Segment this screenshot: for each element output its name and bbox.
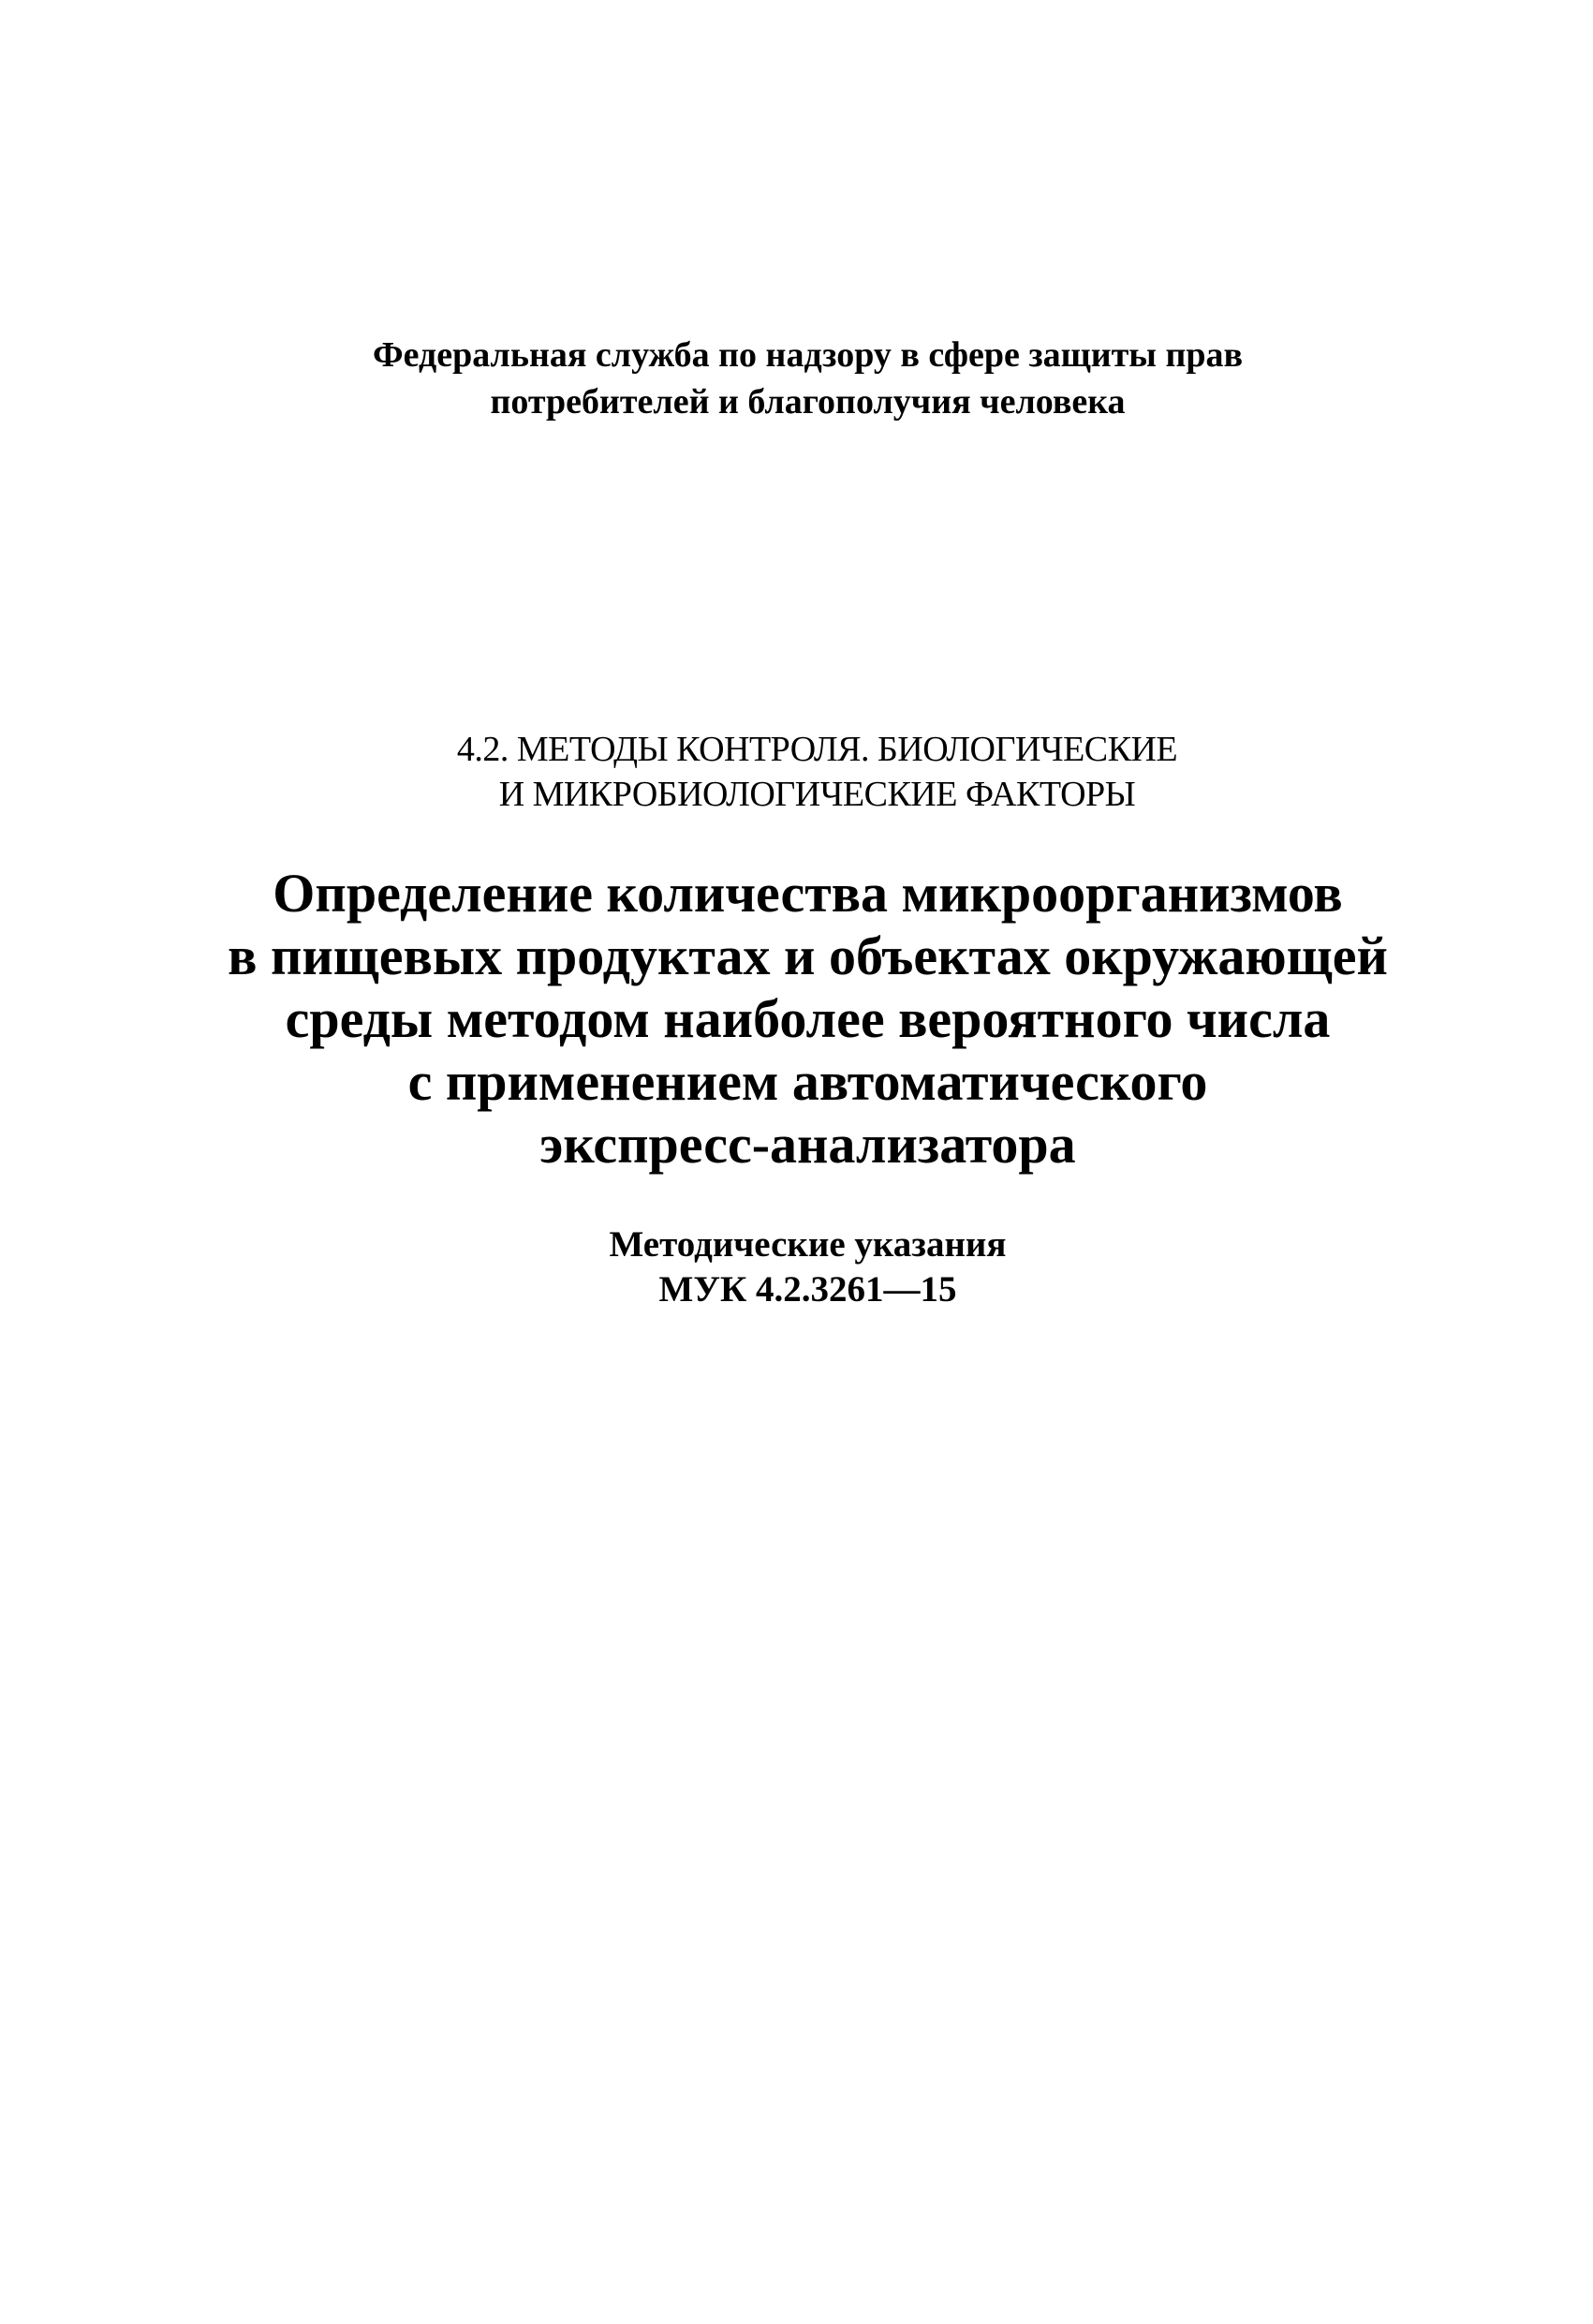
document-title-line-3: среды методом наиболее вероятного числа (285, 988, 1331, 1049)
section-heading-line-2: И МИКРОБИОЛОГИЧЕСКИЕ ФАКТОРЫ (498, 775, 1136, 814)
agency-name (11, 332, 1593, 425)
document-code: МУК 4.2.3261—15 (658, 1269, 957, 1310)
agency-name-line-2: потребителей и благополучия человека (490, 382, 1126, 422)
document-title-line-4: с применением автоматического (407, 1051, 1208, 1112)
section-heading (21, 727, 1593, 817)
agency-name-line-1: Федеральная служба по надзору в сфере защиты прав (373, 335, 1243, 375)
document-type (11, 1222, 1593, 1312)
document-title-line-2: в пищевых продуктах и объектах окружающей (228, 925, 1388, 986)
document-title-line-1: Определение количества микроорганизмов (273, 863, 1343, 924)
document-title-line-5: экспресс-анализатора (539, 1114, 1076, 1175)
section-heading-line-1: 4.2. МЕТОДЫ КОНТРОЛЯ. БИОЛОГИЧЕСКИЕ (456, 730, 1178, 769)
document-title (11, 862, 1593, 1176)
document-type-label: Методические указания (609, 1224, 1007, 1265)
